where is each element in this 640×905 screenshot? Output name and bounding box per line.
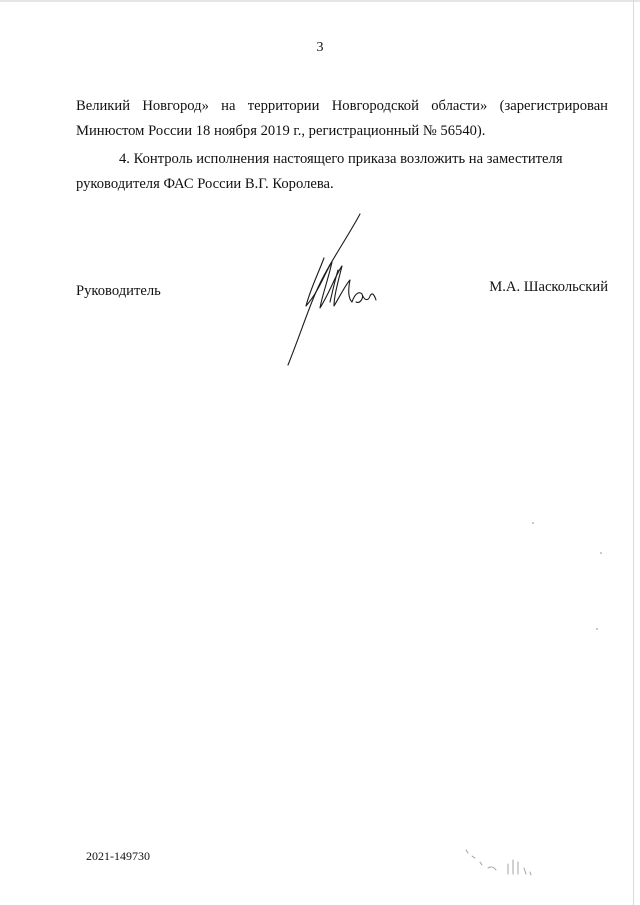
paragraph-4-line-1: 4. Контроль исполнения настоящего приказа возложить на заместителя (119, 151, 563, 167)
scan-top-edge (0, 0, 640, 2)
page-number: 3 (316, 40, 324, 55)
paragraph-4-line-2: руководителя ФАС России В.Г. Королева. (76, 176, 334, 192)
paragraph-continuation (76, 94, 608, 144)
scan-speck (596, 628, 598, 630)
paragraph-4 (76, 147, 608, 197)
paragraph-continuation-line-1: Великий Новгород» на территории Новгородской области» (зарегистрирован (76, 98, 608, 114)
faint-stamp-mark (458, 838, 548, 888)
registration-number: 2021-149730 (86, 849, 150, 863)
signatory-name: М.А. Шаскольский (489, 279, 608, 295)
signatory-position: Руководитель (76, 283, 161, 299)
scan-speck (600, 552, 602, 554)
scan-right-edge (633, 0, 634, 905)
scan-speck (532, 522, 534, 524)
handwritten-signature (280, 210, 380, 370)
paragraph-continuation-line-2: Минюстом России 18 ноября 2019 г., регистрационный № 56540). (76, 123, 486, 139)
